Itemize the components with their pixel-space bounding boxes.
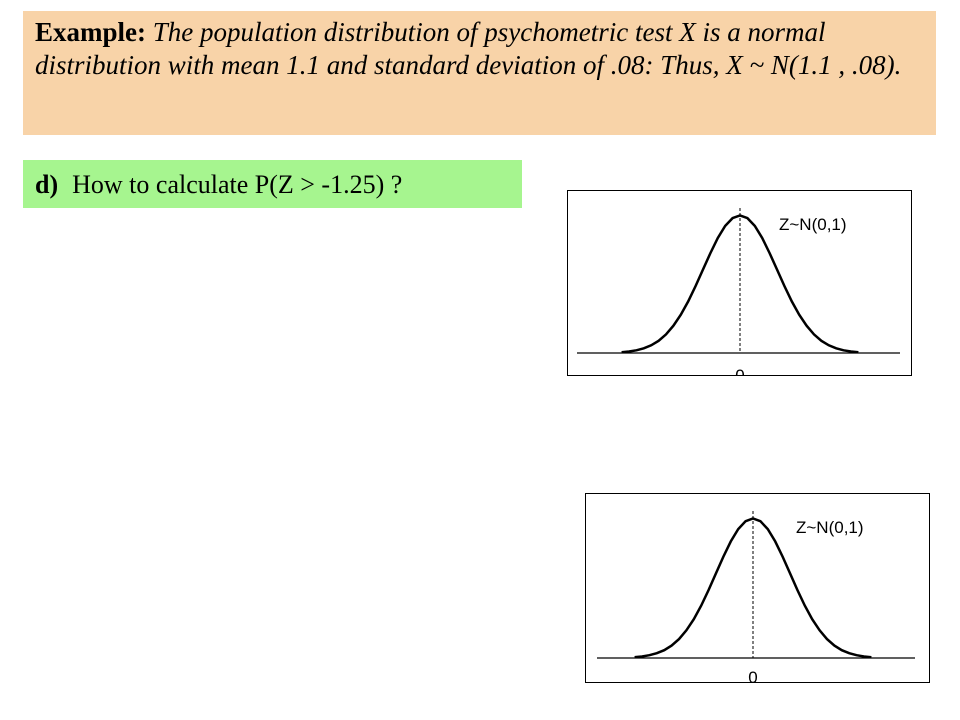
example-box (23, 11, 936, 135)
chart-svg (585, 493, 930, 683)
example-label: Example: (35, 17, 146, 47)
chart-svg (567, 190, 912, 376)
normal-curve-chart-top (567, 190, 912, 381)
x-tick-label-zero: 0 (735, 366, 745, 376)
question-text: How to calculate P(Z > -1.25) ? (72, 170, 403, 199)
distribution-label: Z~N(0,1) (779, 215, 847, 234)
x-tick-label-zero: 0 (748, 668, 758, 683)
distribution-label: Z~N(0,1) (796, 518, 864, 537)
question-label: d) (35, 170, 59, 199)
normal-curve-chart-bottom (585, 493, 930, 688)
example-text: The population distribution of psychometric test X is a normal distribution with mean 1.1 and standard deviation of .08: Thus, X ~ N(1.1 , .08). (35, 17, 902, 80)
question-box (23, 160, 522, 208)
chart-frame (586, 494, 930, 683)
